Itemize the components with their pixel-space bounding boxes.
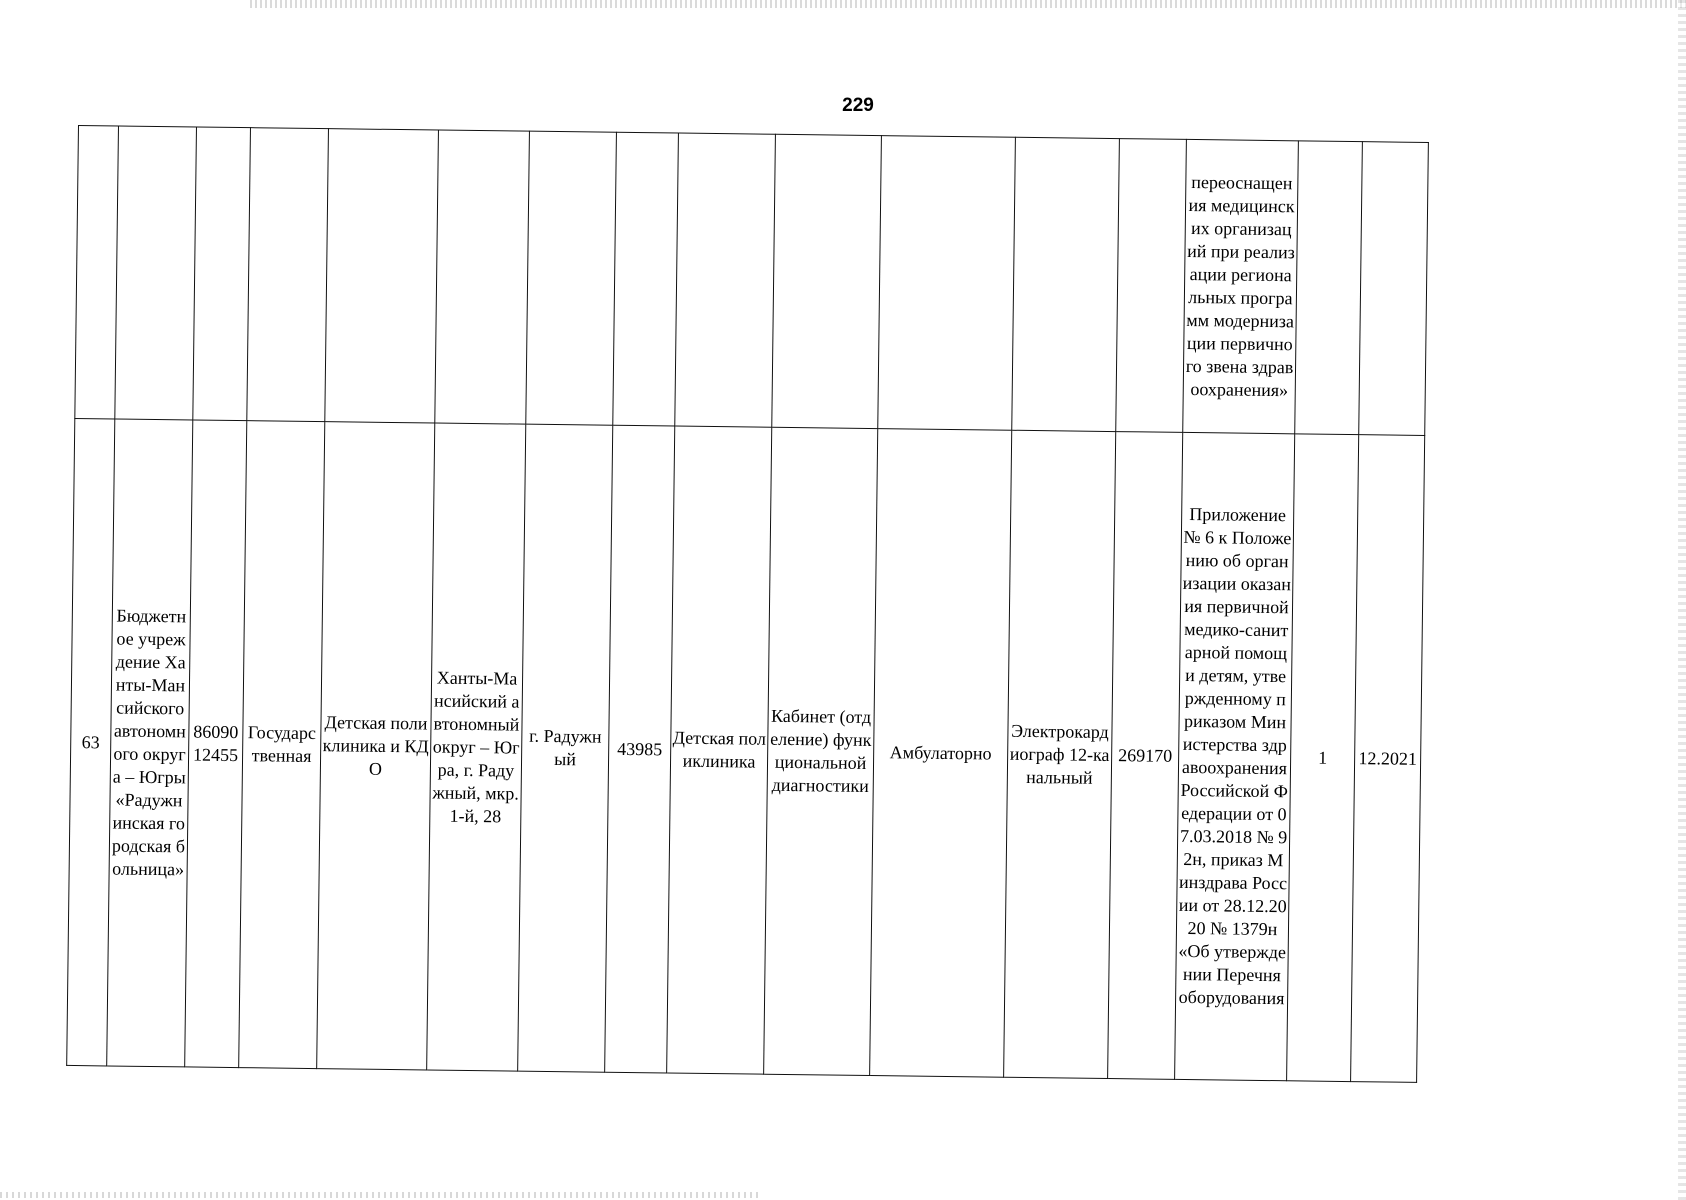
population: 43985 <box>605 425 675 1073</box>
scan-noise-bottom <box>0 1192 760 1198</box>
empty-cell <box>675 133 776 427</box>
empty-cell <box>325 129 439 423</box>
city: г. Радужный <box>518 424 613 1072</box>
row-number: 63 <box>67 418 115 1065</box>
empty-cell <box>1116 139 1187 433</box>
quantity: 1 <box>1287 434 1359 1082</box>
empty-cell <box>1012 137 1120 431</box>
empty-cell <box>878 136 1016 431</box>
empty-cell <box>247 128 329 422</box>
page-number: 229 <box>842 95 874 116</box>
equipment-table <box>66 125 1429 1083</box>
legal-basis-continuation: переоснащения медицинских организаций при реализации региональных программ модернизации первичного звена здравоохранения» <box>1183 139 1299 433</box>
subdivision-name: Детская поликлиника и КДО <box>317 422 435 1070</box>
facility-type: Детская поликлиника <box>667 426 772 1074</box>
price: 269170 <box>1108 432 1183 1080</box>
empty-cell <box>613 132 679 426</box>
empty-cell <box>772 134 882 428</box>
empty-cell <box>193 127 251 421</box>
empty-cell <box>435 130 530 424</box>
scan-noise-right <box>1678 0 1686 1200</box>
organization-name: Бюджетное учреждение Ханты-Мансийского автономного округа – Югры «Радужнинская городская больница» <box>107 419 193 1067</box>
empty-cell <box>526 131 617 425</box>
equipment-table-sheet <box>66 125 1429 1083</box>
empty-cell <box>115 126 197 420</box>
scan-noise-top <box>250 0 1686 8</box>
legal-basis: Приложение № 6 к Положению об организации оказания первичной медико-санитарной помощи детям, утвержденному приказом Министерства здравоохранения Российской Федерации от 07.03.2018 № 92н, приказ Минздрава России от 28.12.2020 № 1379н «Об утверждении Перечня оборудования <box>1175 432 1295 1080</box>
inn: 8609012455 <box>185 420 247 1068</box>
empty-cell <box>75 126 119 419</box>
equipment-name: Электрокардиограф 12-канальный <box>1004 430 1116 1078</box>
department: Кабинет (отделение) функциональной диагностики <box>764 427 878 1075</box>
address: Ханты-Мансийский автономный округ – Югра, г. Радужный, мкр.1-й, 28 <box>427 423 526 1071</box>
table-row <box>67 418 1425 1082</box>
care-conditions: Амбулаторно <box>870 429 1012 1078</box>
ownership-form: Государственная <box>239 421 325 1069</box>
continuation-row <box>75 126 1429 436</box>
empty-cell <box>1359 142 1429 436</box>
date: 12.2021 <box>1351 435 1425 1083</box>
empty-cell <box>1295 141 1363 435</box>
